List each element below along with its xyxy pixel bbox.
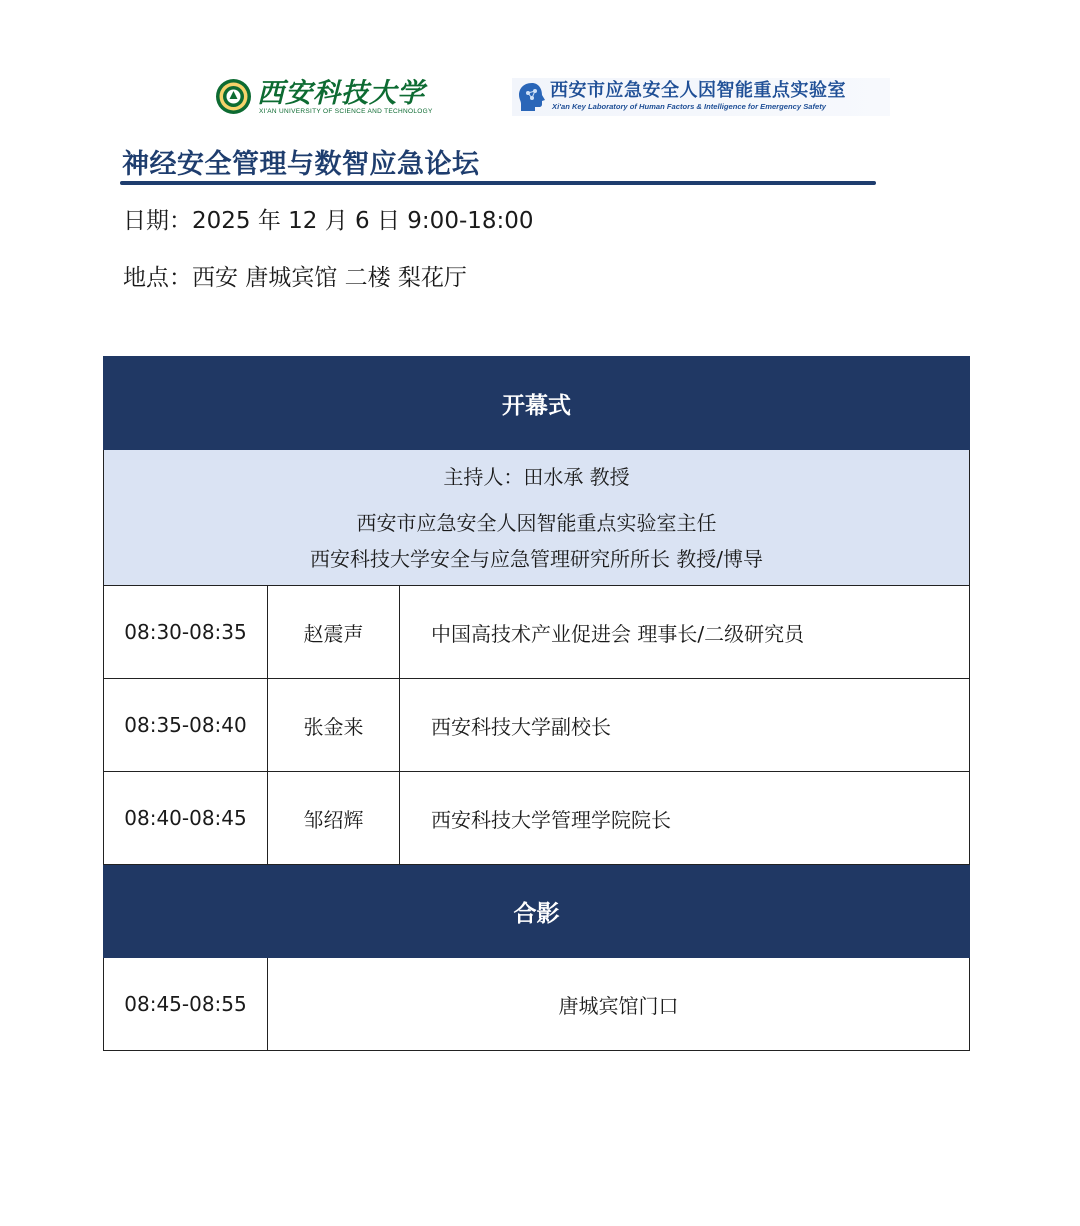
university-name-english: XI'AN UNIVERSITY OF SCIENCE AND TECHNOLOGY <box>259 108 433 115</box>
host-row <box>104 450 970 586</box>
speaker-cell: 赵震声 <box>268 586 400 679</box>
table-row <box>104 586 970 679</box>
schedule-table <box>103 356 970 1051</box>
role-cell: 西安科技大学管理学院院长 <box>400 772 970 865</box>
speaker-cell: 邹绍辉 <box>268 772 400 865</box>
table-row <box>104 958 970 1051</box>
time-cell: 08:45-08:55 <box>104 958 268 1051</box>
time-cell: 08:30-08:35 <box>104 586 268 679</box>
role-cell: 西安科技大学副校长 <box>400 679 970 772</box>
host-title: 西安市应急安全人因智能重点实验室主任 <box>356 510 717 535</box>
host-title: 西安科技大学安全与应急管理研究所所长 教授/博导 <box>309 546 764 571</box>
university-logo <box>215 78 433 120</box>
section-title-opening: 开幕式 <box>104 357 970 450</box>
host-name: 主持人：田水承 教授 <box>443 464 630 489</box>
speaker-cell: 张金来 <box>268 679 400 772</box>
university-name: 西安科技大学 <box>257 78 425 109</box>
table-row <box>104 679 970 772</box>
event-location: 地点：西安 唐城宾馆 二楼 梨花厅 <box>123 265 467 291</box>
lab-name-english: Xi'an Key Laboratory of Human Factors & Intelligence for Emergency Safety <box>552 102 826 111</box>
time-cell: 08:40-08:45 <box>104 772 268 865</box>
university-seal-icon <box>215 78 252 115</box>
time-cell: 08:35-08:40 <box>104 679 268 772</box>
lab-logo <box>512 78 890 116</box>
event-date: 日期：2025 年 12 月 6 日 9:00-18:00 <box>123 208 534 234</box>
ai-head-icon <box>515 80 549 114</box>
forum-title: 神经安全管理与数智应急论坛 <box>122 149 480 180</box>
table-row <box>104 772 970 865</box>
section-header-photo <box>104 865 970 958</box>
title-divider <box>120 181 876 185</box>
section-title-photo: 合影 <box>104 865 970 958</box>
lab-name: 西安市应急安全人因智能重点实验室 <box>550 80 846 101</box>
host-cell <box>104 450 970 586</box>
role-cell: 中国高技术产业促进会 理事长/二级研究员 <box>400 586 970 679</box>
location-cell: 唐城宾馆门口 <box>268 958 970 1051</box>
section-header-opening <box>104 357 970 450</box>
